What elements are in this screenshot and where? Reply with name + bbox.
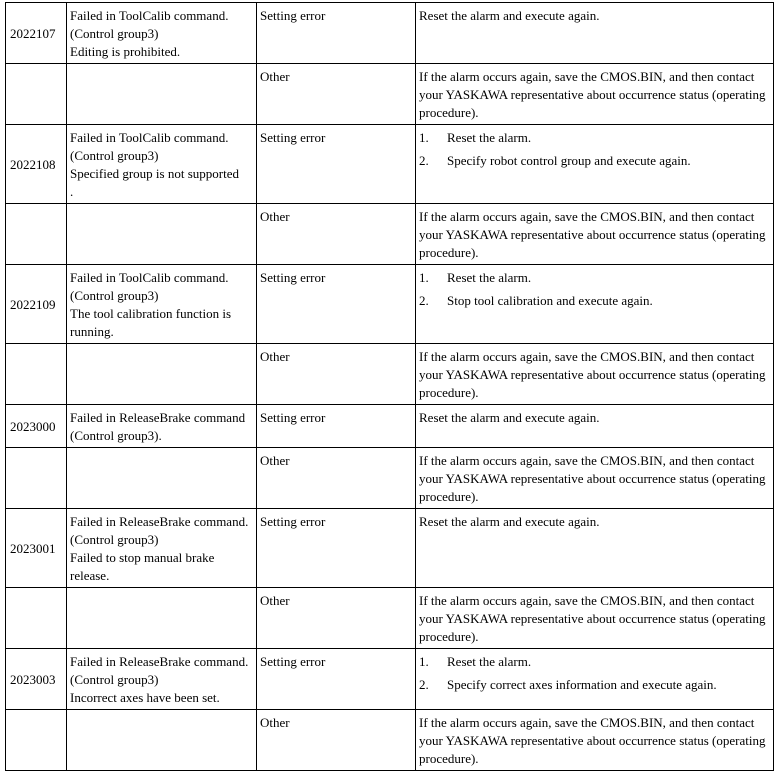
alarm-table-page	[5, 2, 773, 771]
alarm-remedy: If the alarm occurs again, save the CMOS.BIN, and then contact your YASKAWA representative about occurrence status (operating procedure).	[416, 448, 774, 509]
alarm-message	[67, 448, 257, 509]
alarm-message	[67, 125, 257, 204]
alarm-message	[67, 204, 257, 265]
remedy-step-text: Reset the alarm.	[447, 270, 532, 285]
alarm-remedy: Reset the alarm and execute again.	[416, 3, 774, 64]
remedy-step-number: 1.	[419, 270, 429, 285]
alarm-code: 2022109	[6, 265, 67, 344]
alarm-row-other	[6, 710, 774, 771]
alarm-row	[6, 125, 774, 204]
remedy-step	[419, 152, 770, 170]
alarm-cause: Other	[257, 204, 416, 265]
alarm-code	[6, 64, 67, 125]
alarm-message-line: Failed in ReleaseBrake command. (Control group3)	[70, 654, 249, 687]
alarm-message-line: Failed in ToolCalib command.	[70, 270, 229, 285]
alarm-message-line: .	[70, 184, 74, 199]
alarm-remedy	[416, 265, 774, 344]
alarm-row	[6, 649, 774, 710]
alarm-cause: Setting error	[257, 509, 416, 588]
alarm-code	[6, 204, 67, 265]
alarm-message-line: (Control group3)	[70, 148, 159, 163]
alarm-remedy	[416, 125, 774, 204]
alarm-message	[67, 405, 257, 448]
alarm-remedy: If the alarm occurs again, save the CMOS.BIN, and then contact your YASKAWA representative about occurrence status (operating procedure).	[416, 710, 774, 771]
alarm-cause: Other	[257, 710, 416, 771]
alarm-table	[5, 2, 774, 771]
alarm-message-line: Failed in ReleaseBrake command (Control group3).	[70, 410, 246, 443]
remedy-step-text: Reset the alarm.	[447, 654, 532, 669]
alarm-message	[67, 649, 257, 710]
alarm-code	[6, 448, 67, 509]
alarm-row-other	[6, 344, 774, 405]
alarm-code: 2022107	[6, 3, 67, 64]
alarm-row	[6, 3, 774, 64]
alarm-message	[67, 265, 257, 344]
alarm-cause: Setting error	[257, 3, 416, 64]
alarm-cause: Other	[257, 448, 416, 509]
alarm-remedy	[416, 649, 774, 710]
alarm-message	[67, 710, 257, 771]
alarm-remedy: If the alarm occurs again, save the CMOS.BIN, and then contact your YASKAWA representative about occurrence status (operating procedure).	[416, 64, 774, 125]
alarm-message-line: (Control group3)	[70, 26, 159, 41]
remedy-step	[419, 129, 770, 147]
alarm-table-body	[6, 3, 774, 771]
alarm-message	[67, 3, 257, 64]
alarm-code	[6, 710, 67, 771]
alarm-remedy: If the alarm occurs again, save the CMOS.BIN, and then contact your YASKAWA representative about occurrence status (operating procedure).	[416, 204, 774, 265]
alarm-message-line: Incorrect axes have been set.	[70, 690, 220, 705]
alarm-message-line: Failed to stop manual brake release.	[70, 550, 215, 583]
alarm-row-other	[6, 588, 774, 649]
alarm-code: 2023001	[6, 509, 67, 588]
alarm-code	[6, 588, 67, 649]
alarm-code: 2023000	[6, 405, 67, 448]
alarm-message	[67, 509, 257, 588]
alarm-row-other	[6, 204, 774, 265]
remedy-step-text: Reset the alarm.	[447, 130, 532, 145]
alarm-row	[6, 509, 774, 588]
alarm-cause: Other	[257, 64, 416, 125]
remedy-step	[419, 653, 770, 671]
remedy-step-text: Stop tool calibration and execute again.	[447, 293, 653, 308]
alarm-message-line: Failed in ReleaseBrake command. (Control group3)	[70, 514, 249, 547]
alarm-message	[67, 64, 257, 125]
alarm-cause: Setting error	[257, 265, 416, 344]
remedy-step-number: 1.	[419, 654, 429, 669]
remedy-step-text: Specify correct axes information and execute again.	[447, 677, 717, 692]
remedy-step	[419, 269, 770, 287]
alarm-message	[67, 344, 257, 405]
alarm-message	[67, 588, 257, 649]
alarm-message-line: The tool calibration function is running.	[70, 306, 232, 339]
remedy-step-number: 2.	[419, 677, 429, 692]
alarm-code: 2023003	[6, 649, 67, 710]
alarm-cause: Other	[257, 344, 416, 405]
alarm-message-line: Specified group is not supported	[70, 166, 239, 181]
alarm-cause: Setting error	[257, 125, 416, 204]
alarm-cause: Setting error	[257, 649, 416, 710]
alarm-cause: Other	[257, 588, 416, 649]
alarm-remedy: Reset the alarm and execute again.	[416, 509, 774, 588]
remedy-step	[419, 292, 770, 310]
alarm-message-line: (Control group3)	[70, 288, 159, 303]
alarm-remedy: If the alarm occurs again, save the CMOS.BIN, and then contact your YASKAWA representative about occurrence status (operating procedure).	[416, 588, 774, 649]
alarm-row	[6, 405, 774, 448]
remedy-step	[419, 676, 770, 694]
remedy-step-number: 2.	[419, 293, 429, 308]
alarm-message-line: Failed in ToolCalib command.	[70, 8, 229, 23]
remedy-step-number: 2.	[419, 153, 429, 168]
remedy-step-text: Specify robot control group and execute again.	[447, 153, 691, 168]
alarm-message-line: Failed in ToolCalib command.	[70, 130, 229, 145]
alarm-code: 2022108	[6, 125, 67, 204]
alarm-row	[6, 265, 774, 344]
alarm-remedy: Reset the alarm and execute again.	[416, 405, 774, 448]
alarm-cause: Setting error	[257, 405, 416, 448]
alarm-row-other	[6, 448, 774, 509]
alarm-message-line: Editing is prohibited.	[70, 44, 181, 59]
alarm-remedy: If the alarm occurs again, save the CMOS.BIN, and then contact your YASKAWA representative about occurrence status (operating procedure).	[416, 344, 774, 405]
remedy-step-number: 1.	[419, 130, 429, 145]
alarm-row-other	[6, 64, 774, 125]
alarm-code	[6, 344, 67, 405]
